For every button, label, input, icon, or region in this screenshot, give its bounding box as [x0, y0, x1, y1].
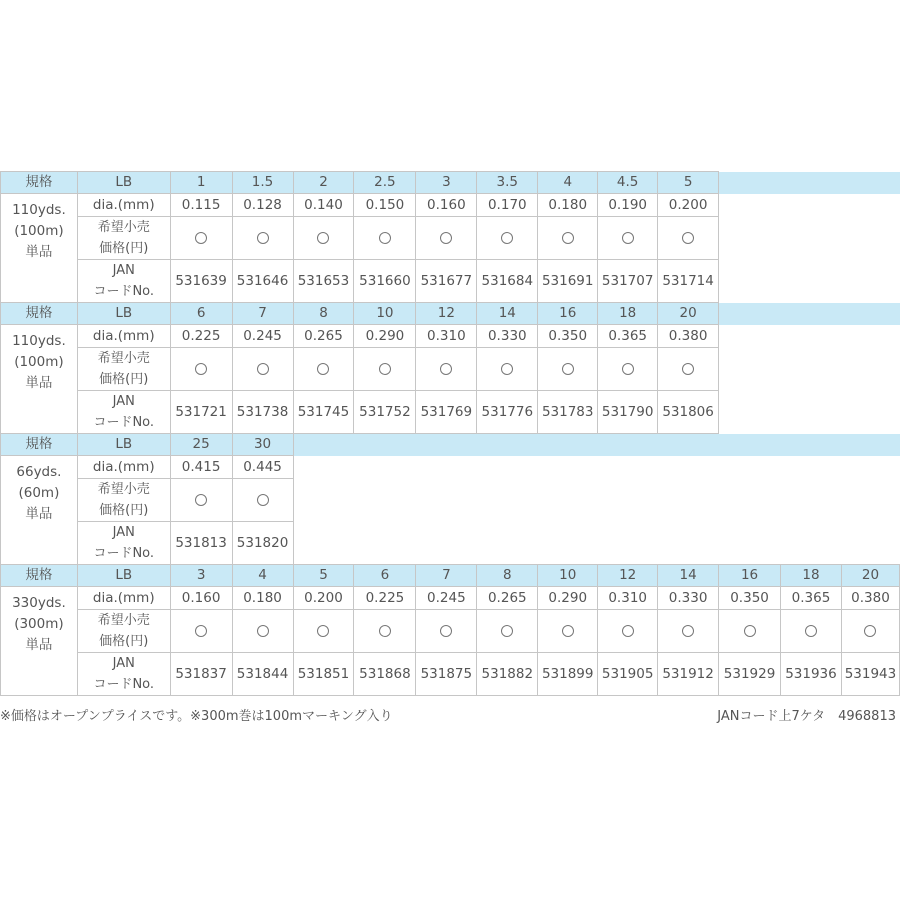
jan-value: 531684: [477, 260, 538, 303]
dia-value: 0.365: [598, 325, 658, 348]
lb-value: 10: [538, 565, 598, 587]
lb-value: 4.5: [598, 172, 658, 194]
open-price-circle-icon: [195, 625, 207, 637]
lb-value: 25: [170, 434, 232, 456]
open-price-circle-icon: [257, 363, 269, 375]
cell-line: 110yds.: [12, 333, 66, 349]
dia-value: 0.160: [170, 587, 232, 610]
jan-value: 531714: [658, 260, 719, 303]
dia-row: [1, 325, 900, 348]
dia-value: 0.445: [232, 456, 293, 479]
lb-value: 16: [719, 565, 781, 587]
dia-value: 0.310: [598, 587, 658, 610]
cell-line: (100m): [14, 223, 64, 239]
blank-cell: [293, 479, 899, 522]
price-cell: [658, 610, 719, 653]
open-price-circle-icon: [682, 625, 694, 637]
cell-line: JAN: [112, 263, 135, 278]
price-cell: [170, 217, 232, 260]
open-price-circle-icon: [805, 625, 817, 637]
cell-line: 単品: [25, 375, 53, 391]
open-price-circle-icon: [257, 232, 269, 244]
jan-value: 531721: [170, 391, 232, 434]
blank-cell: [719, 325, 900, 348]
open-price-circle-icon: [501, 363, 513, 375]
section-header-row: [1, 172, 900, 194]
open-price-circle-icon: [195, 232, 207, 244]
spec-table: [0, 171, 900, 696]
jan-label: [77, 653, 170, 696]
cell-line: (100m): [14, 354, 64, 370]
dia-value: 0.180: [538, 194, 598, 217]
open-price-circle-icon: [682, 363, 694, 375]
cell-line: 価格(円): [99, 503, 149, 518]
lb-header: LB: [77, 303, 170, 325]
open-price-circle-icon: [501, 625, 513, 637]
section-header-row: [1, 434, 900, 456]
section-header-row: [1, 303, 900, 325]
cell-line: JAN: [112, 525, 135, 540]
lb-value: 16: [538, 303, 598, 325]
open-price-circle-icon: [379, 363, 391, 375]
dia-value: 0.225: [354, 587, 416, 610]
dia-value: 0.310: [416, 325, 477, 348]
cell-line: 単品: [25, 637, 53, 653]
price-cell: [658, 217, 719, 260]
dia-value: 0.290: [538, 587, 598, 610]
cell-line: 希望小売: [97, 613, 150, 628]
jan-value: 531752: [354, 391, 416, 434]
lb-value: 10: [354, 303, 416, 325]
price-label: [77, 217, 170, 260]
cell-line: コードNo.: [93, 546, 155, 561]
dia-label: dia.(mm): [77, 587, 170, 610]
lb-value: 8: [293, 303, 354, 325]
cell-line: (300m): [14, 616, 64, 632]
jan-value: 531943: [841, 653, 899, 696]
lb-value: 18: [781, 565, 842, 587]
open-price-circle-icon: [682, 232, 694, 244]
lb-value: 7: [232, 303, 293, 325]
lb-value: 6: [354, 565, 416, 587]
dia-row: [1, 194, 900, 217]
price-label: [77, 348, 170, 391]
cell-line: 希望小売: [97, 482, 150, 497]
lb-value: 5: [658, 172, 719, 194]
lb-value: 20: [841, 565, 899, 587]
price-cell: [598, 217, 658, 260]
jan-row: [1, 653, 900, 696]
lb-header: LB: [77, 565, 170, 587]
jan-value: 531844: [232, 653, 293, 696]
price-row: [1, 479, 900, 522]
price-cell: [354, 610, 416, 653]
lb-value: 1: [170, 172, 232, 194]
price-cell: [598, 610, 658, 653]
price-cell: [477, 348, 538, 391]
cell-line: 330yds.: [12, 595, 66, 611]
dia-value: 0.290: [354, 325, 416, 348]
blank-cell: [293, 522, 899, 565]
jan-value: 531790: [598, 391, 658, 434]
price-cell: [538, 217, 598, 260]
price-cell: [841, 610, 899, 653]
dia-value: 0.140: [293, 194, 354, 217]
lb-value: 3: [416, 172, 477, 194]
price-cell: [416, 610, 477, 653]
cell-line: 単品: [25, 244, 53, 260]
price-cell: [658, 348, 719, 391]
dia-value: 0.365: [781, 587, 842, 610]
open-price-circle-icon: [562, 625, 574, 637]
dia-value: 0.380: [841, 587, 899, 610]
spec-header: 規格: [1, 172, 78, 194]
cell-line: 希望小売: [97, 351, 150, 366]
dia-value: 0.350: [538, 325, 598, 348]
jan-value: 531929: [719, 653, 781, 696]
blank-cell: [293, 456, 899, 479]
cell-line: 希望小売: [97, 220, 150, 235]
open-price-circle-icon: [864, 625, 876, 637]
open-price-circle-icon: [317, 625, 329, 637]
dia-value: 0.330: [477, 325, 538, 348]
footer-jan-prefix: JANコード上7ケタ 4968813: [717, 709, 896, 724]
dia-value: 0.265: [477, 587, 538, 610]
jan-value: 531769: [416, 391, 477, 434]
open-price-circle-icon: [440, 232, 452, 244]
jan-value: 531806: [658, 391, 719, 434]
blank-cell: [719, 303, 900, 325]
size-label: [1, 587, 78, 696]
open-price-circle-icon: [744, 625, 756, 637]
jan-row: [1, 522, 900, 565]
jan-value: 531868: [354, 653, 416, 696]
cell-line: 110yds.: [12, 202, 66, 218]
lb-value: 18: [598, 303, 658, 325]
jan-row: [1, 391, 900, 434]
price-cell: [232, 217, 293, 260]
lb-value: 2.5: [354, 172, 416, 194]
dia-value: 0.330: [658, 587, 719, 610]
price-cell: [781, 610, 842, 653]
dia-value: 0.180: [232, 587, 293, 610]
open-price-circle-icon: [195, 494, 207, 506]
open-price-circle-icon: [317, 232, 329, 244]
open-price-circle-icon: [562, 363, 574, 375]
open-price-circle-icon: [257, 625, 269, 637]
open-price-circle-icon: [622, 232, 634, 244]
blank-cell: [719, 172, 900, 194]
lb-value: 12: [598, 565, 658, 587]
jan-value: 531820: [232, 522, 293, 565]
cell-line: 価格(円): [99, 372, 149, 387]
jan-value: 531899: [538, 653, 598, 696]
blank-cell: [719, 260, 900, 303]
price-cell: [232, 479, 293, 522]
jan-value: 531912: [658, 653, 719, 696]
jan-value: 531677: [416, 260, 477, 303]
blank-cell: [719, 194, 900, 217]
dia-value: 0.128: [232, 194, 293, 217]
lb-value: 4: [538, 172, 598, 194]
dia-label: dia.(mm): [77, 456, 170, 479]
lb-value: 30: [232, 434, 293, 456]
price-cell: [416, 217, 477, 260]
jan-value: 531660: [354, 260, 416, 303]
lb-value: 7: [416, 565, 477, 587]
spec-header: 規格: [1, 303, 78, 325]
price-row: [1, 610, 900, 653]
jan-value: 531936: [781, 653, 842, 696]
dia-value: 0.350: [719, 587, 781, 610]
lb-value: 2: [293, 172, 354, 194]
lb-value: 6: [170, 303, 232, 325]
lb-value: 8: [477, 565, 538, 587]
price-cell: [354, 348, 416, 391]
jan-value: 531707: [598, 260, 658, 303]
price-cell: [293, 610, 354, 653]
dia-value: 0.225: [170, 325, 232, 348]
price-cell: [416, 348, 477, 391]
price-cell: [170, 479, 232, 522]
open-price-circle-icon: [257, 494, 269, 506]
price-row: [1, 217, 900, 260]
open-price-circle-icon: [440, 625, 452, 637]
price-cell: [293, 348, 354, 391]
dia-value: 0.160: [416, 194, 477, 217]
cell-line: JAN: [112, 394, 135, 409]
dia-label: dia.(mm): [77, 325, 170, 348]
open-price-circle-icon: [562, 232, 574, 244]
dia-value: 0.190: [598, 194, 658, 217]
lb-value: 5: [293, 565, 354, 587]
price-cell: [170, 610, 232, 653]
price-cell: [598, 348, 658, 391]
lb-value: 14: [658, 565, 719, 587]
lb-value: 3: [170, 565, 232, 587]
jan-value: 531646: [232, 260, 293, 303]
cell-line: 価格(円): [99, 241, 149, 256]
open-price-circle-icon: [317, 363, 329, 375]
price-cell: [293, 217, 354, 260]
spec-header: 規格: [1, 434, 78, 456]
dia-label: dia.(mm): [77, 194, 170, 217]
blank-cell: [719, 348, 900, 391]
cell-line: 価格(円): [99, 634, 149, 649]
dia-row: [1, 587, 900, 610]
jan-value: 531837: [170, 653, 232, 696]
open-price-circle-icon: [622, 363, 634, 375]
price-cell: [538, 610, 598, 653]
jan-value: 531639: [170, 260, 232, 303]
dia-value: 0.245: [232, 325, 293, 348]
section-header-row: [1, 565, 900, 587]
blank-cell: [293, 434, 899, 456]
dia-value: 0.200: [293, 587, 354, 610]
jan-row: [1, 260, 900, 303]
jan-value: 531851: [293, 653, 354, 696]
jan-value: 531745: [293, 391, 354, 434]
cell-line: JAN: [112, 656, 135, 671]
dia-value: 0.200: [658, 194, 719, 217]
lb-value: 12: [416, 303, 477, 325]
size-label: [1, 325, 78, 434]
jan-value: 531813: [170, 522, 232, 565]
open-price-circle-icon: [622, 625, 634, 637]
cell-line: コードNo.: [93, 677, 155, 692]
dia-value: 0.170: [477, 194, 538, 217]
lb-header: LB: [77, 434, 170, 456]
lb-header: LB: [77, 172, 170, 194]
price-cell: [232, 348, 293, 391]
dia-value: 0.245: [416, 587, 477, 610]
jan-value: 531875: [416, 653, 477, 696]
open-price-circle-icon: [379, 625, 391, 637]
price-cell: [477, 610, 538, 653]
jan-value: 531776: [477, 391, 538, 434]
cell-line: コードNo.: [93, 415, 155, 430]
jan-value: 531905: [598, 653, 658, 696]
lb-value: 3.5: [477, 172, 538, 194]
open-price-circle-icon: [440, 363, 452, 375]
cell-line: 単品: [25, 506, 53, 522]
open-price-circle-icon: [379, 232, 391, 244]
jan-label: [77, 391, 170, 434]
price-cell: [170, 348, 232, 391]
blank-cell: [719, 391, 900, 434]
jan-value: 531783: [538, 391, 598, 434]
price-cell: [354, 217, 416, 260]
size-label: [1, 456, 78, 565]
size-label: [1, 194, 78, 303]
open-price-circle-icon: [195, 363, 207, 375]
footer-note: ※価格はオープンプライスです。※300m巻は100mマーキング入り: [0, 709, 393, 724]
dia-value: 0.415: [170, 456, 232, 479]
spec-header: 規格: [1, 565, 78, 587]
blank-cell: [719, 217, 900, 260]
jan-value: 531738: [232, 391, 293, 434]
dia-row: [1, 456, 900, 479]
price-cell: [232, 610, 293, 653]
lb-value: 20: [658, 303, 719, 325]
jan-label: [77, 522, 170, 565]
price-label: [77, 479, 170, 522]
jan-value: 531653: [293, 260, 354, 303]
price-cell: [477, 217, 538, 260]
price-row: [1, 348, 900, 391]
cell-line: コードNo.: [93, 284, 155, 299]
jan-value: 531882: [477, 653, 538, 696]
jan-label: [77, 260, 170, 303]
cell-line: 66yds.: [16, 464, 62, 480]
price-label: [77, 610, 170, 653]
dia-value: 0.265: [293, 325, 354, 348]
lb-value: 14: [477, 303, 538, 325]
price-cell: [538, 348, 598, 391]
dia-value: 0.150: [354, 194, 416, 217]
dia-value: 0.115: [170, 194, 232, 217]
open-price-circle-icon: [501, 232, 513, 244]
lb-value: 4: [232, 565, 293, 587]
cell-line: (60m): [18, 485, 60, 501]
dia-value: 0.380: [658, 325, 719, 348]
jan-value: 531691: [538, 260, 598, 303]
lb-value: 1.5: [232, 172, 293, 194]
price-cell: [719, 610, 781, 653]
